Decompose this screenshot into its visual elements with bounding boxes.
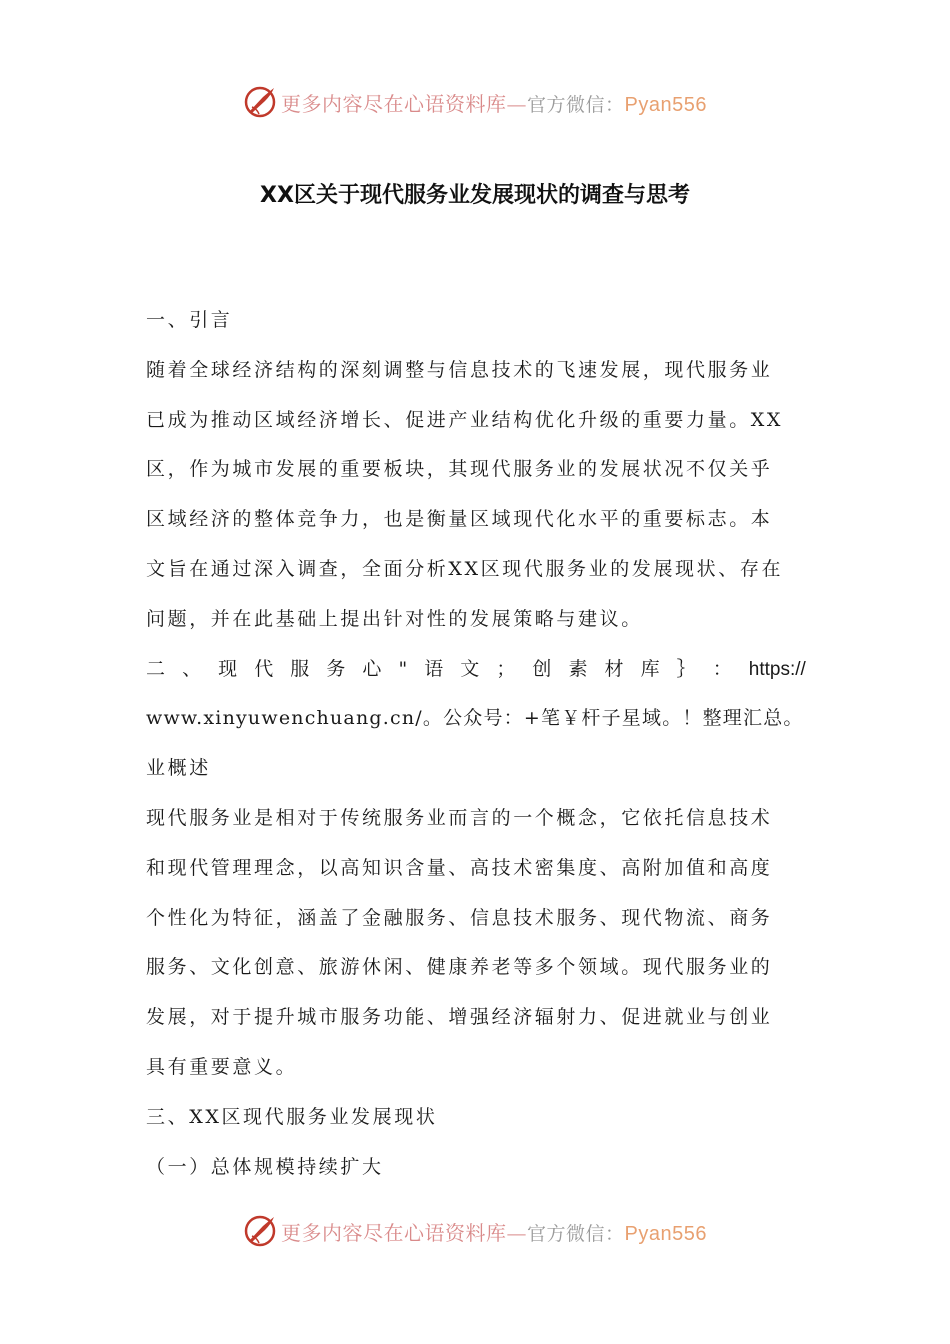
quill-logo-icon (243, 85, 277, 119)
spread-char: 语 (424, 657, 444, 680)
document-body (146, 296, 806, 1192)
banner-wechat-label: 官方微信： (527, 1222, 625, 1245)
banner-main-text: 更多内容尽在心语资料库 (281, 91, 507, 116)
paragraph-line: 区域经济的整体竞争力，也是衡量区域现代化水平的重要标志。本 (146, 508, 773, 531)
banner-wechat-id: Pyan556 (624, 1222, 707, 1245)
banner-text (281, 88, 707, 117)
paragraph-line: 具有重要意义。 (146, 1055, 298, 1078)
paragraph-line: 现代服务业是相对于传统服务业而言的一个概念，它依托信息技术 (146, 806, 773, 829)
banner-wechat-id: Pyan556 (624, 93, 707, 116)
banner-separator: — (506, 1220, 527, 1245)
paragraph-line: 服务、文化创意、旅游休闲、健康养老等多个领域。现代服务业的 (146, 956, 773, 979)
spread-char: 二 (146, 657, 166, 680)
spread-char: " (398, 657, 408, 680)
subsection-heading: （一）总体规模持续扩大 (146, 1155, 384, 1178)
header-watermark-banner (0, 82, 950, 122)
spread-char: ； (496, 657, 516, 680)
spread-char: 素 (568, 657, 588, 680)
spread-char: 库 (640, 657, 660, 680)
paragraph-line: 文旨在通过深入调查，全面分析XX区现代服务业的发展现状、存在 (146, 557, 784, 580)
paragraph-line: 区，作为城市发展的重要板块，其现代服务业的发展状况不仅关乎 (146, 458, 773, 481)
spread-char: 代 (254, 657, 274, 680)
url-line: www.xinyuwenchuang.cn/。公众号：+笔￥杆子星域。！整理汇总。 (146, 707, 804, 730)
spread-heading-line (146, 645, 806, 695)
quill-logo-icon (243, 1214, 277, 1248)
spread-char: 务 (326, 657, 346, 680)
paragraph-line: 发展，对于提升城市服务功能、增强经济辐射力、促进就业与创业 (146, 1006, 773, 1029)
paragraph-line: 随着全球经济结构的深刻调整与信息技术的飞速发展，现代服务业 (146, 358, 773, 381)
banner-text (281, 1217, 707, 1246)
spread-char: ： (712, 657, 732, 680)
section-heading: 三、XX区现代服务业发展现状 (146, 1105, 438, 1128)
footer-watermark-banner (0, 1211, 950, 1251)
banner-main-text: 更多内容尽在心语资料库 (281, 1220, 507, 1245)
banner-separator: — (506, 91, 527, 116)
spread-char: 服 (290, 657, 310, 680)
paragraph-line: 问题，并在此基础上提出针对性的发展策略与建议。 (146, 607, 643, 630)
spread-char: 心 (362, 657, 382, 680)
banner-wechat-label: 官方微信： (527, 93, 625, 116)
spread-char: 材 (604, 657, 624, 680)
paragraph-line: 个性化为特征，涵盖了金融服务、信息技术服务、现代物流、商务 (146, 906, 773, 929)
paragraph-line: 和现代管理理念，以高知识含量、高技术密集度、高附加值和高度 (146, 856, 773, 879)
spread-char: ｝ (676, 657, 696, 680)
spread-char: 创 (532, 657, 552, 680)
spread-url-start: https:// (748, 658, 806, 680)
spread-char: 文 (460, 657, 480, 680)
paragraph-line: 已成为推动区域经济增长、促进产业结构优化升级的重要力量。XX (146, 408, 784, 431)
spread-char: 、 (182, 657, 202, 680)
spread-char: 现 (218, 657, 238, 680)
section-heading: 一、引言 (146, 309, 233, 331)
section-heading: 业概述 (146, 757, 211, 780)
document-title: XX区关于现代服务业发展现状的调查与思考 (260, 183, 690, 208)
